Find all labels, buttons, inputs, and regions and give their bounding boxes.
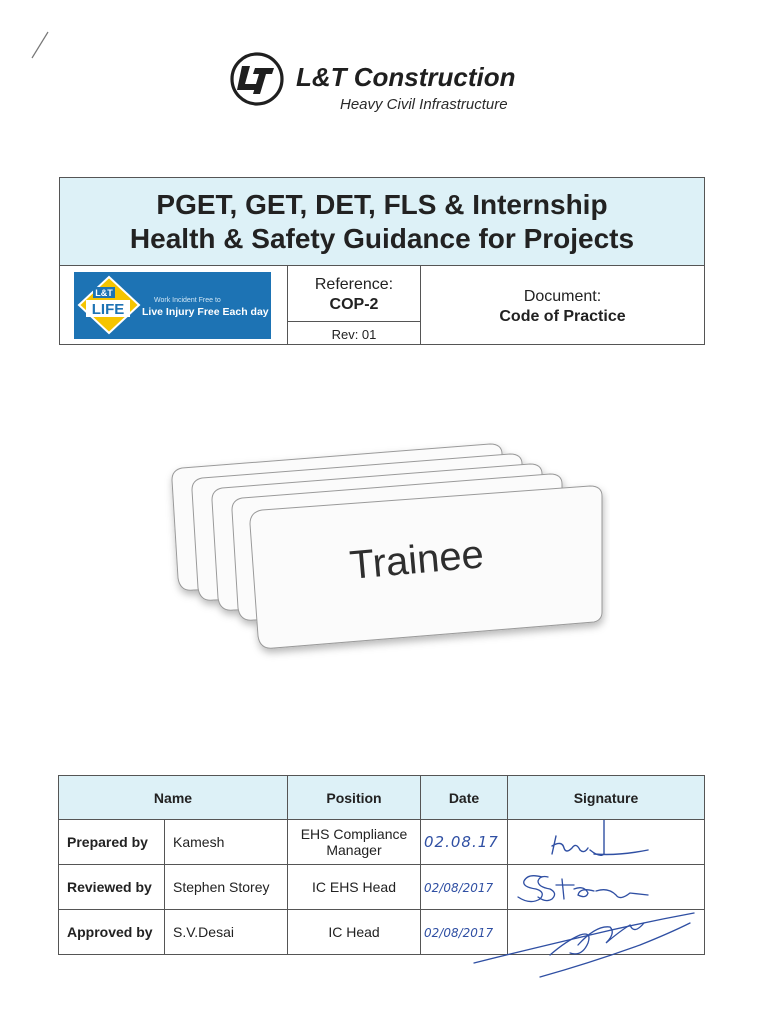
row-name: Kamesh — [165, 820, 288, 865]
lt-emblem-icon — [228, 50, 286, 108]
row-date-cell — [421, 865, 508, 910]
row-position: IC EHS Head — [288, 865, 421, 910]
pen-mark — [28, 30, 52, 60]
reference-label: Reference: — [314, 276, 394, 293]
document-value: Code of Practice — [499, 308, 626, 325]
company-logo — [228, 50, 548, 120]
row-role: Reviewed by — [59, 865, 165, 910]
row-date: 02/08/2017 — [424, 926, 494, 940]
lt-life-banner — [74, 272, 271, 339]
signature-sv-desai — [470, 905, 700, 985]
row-position: EHS Compliance Manager — [288, 820, 421, 865]
title-block — [59, 177, 705, 345]
document-title-line1: PGET, GET, DET, FLS & Internship — [156, 189, 608, 220]
signature-stephen-storey — [508, 865, 704, 909]
row-signature-cell — [508, 820, 705, 865]
life-badge-line1: L&T — [95, 288, 113, 298]
column-header-signature: Signature — [508, 776, 705, 820]
table-row — [59, 820, 705, 865]
trainee-label: Trainee — [348, 532, 486, 588]
row-name: S.V.Desai — [165, 910, 288, 955]
row-role: Prepared by — [59, 820, 165, 865]
column-header-position: Position — [288, 776, 421, 820]
trainee-cards-illustration — [150, 440, 610, 670]
document-label: Document: — [523, 288, 602, 305]
column-header-name: Name — [59, 776, 288, 820]
row-date: 02.08.17 — [424, 833, 499, 851]
company-tagline: Heavy Civil Infrastructure — [340, 96, 508, 113]
title-band — [60, 178, 704, 266]
document-type-cell — [421, 266, 704, 344]
row-name: Stephen Storey — [165, 865, 288, 910]
reference-cell — [288, 266, 421, 344]
life-badge-line2: LIFE — [91, 301, 125, 318]
document-title-line2: Health & Safety Guidance for Projects — [129, 223, 635, 254]
table-row — [59, 865, 705, 910]
document-meta-row — [60, 266, 704, 344]
company-name: L&T Construction — [296, 62, 516, 92]
signature-kamesh — [508, 820, 704, 864]
table-header-row — [59, 776, 705, 820]
life-logo-cell — [60, 266, 288, 344]
life-banner-bottom-text: Live Injury Free Each day — [142, 306, 269, 318]
divider — [288, 321, 420, 322]
row-date: 02/08/2017 — [424, 881, 494, 895]
row-role: Approved by — [59, 910, 165, 955]
revision-value: Rev: 01 — [331, 327, 377, 342]
lt-life-badge-icon — [76, 274, 142, 336]
reference-value: COP-2 — [329, 296, 379, 313]
row-date-cell — [421, 820, 508, 865]
column-header-date: Date — [421, 776, 508, 820]
row-position: IC Head — [288, 910, 421, 955]
life-banner-top-text: Work Incident Free to — [154, 297, 221, 304]
row-signature-cell — [508, 865, 705, 910]
